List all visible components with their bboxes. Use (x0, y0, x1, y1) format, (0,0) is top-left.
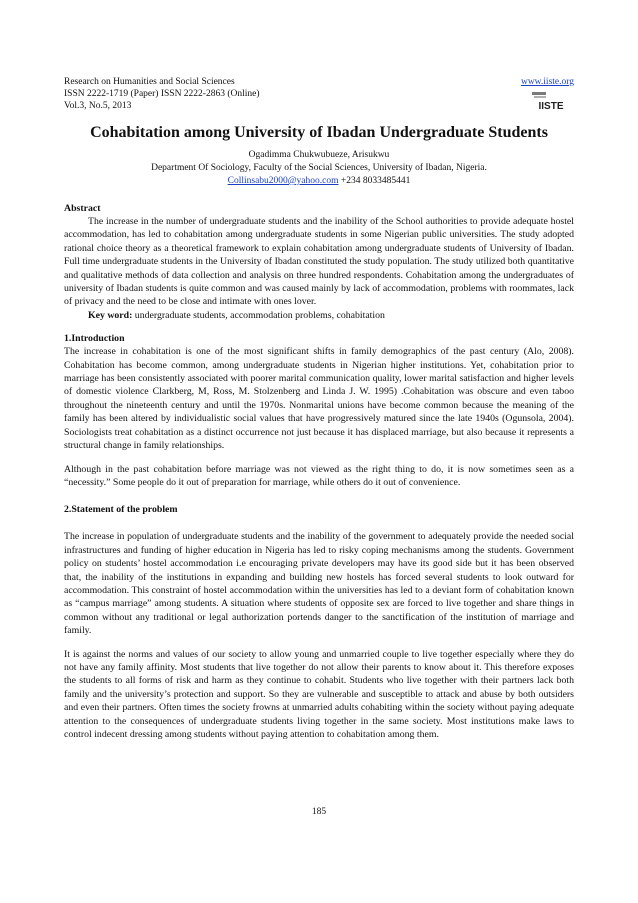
abstract-heading: Abstract (64, 203, 101, 214)
email-link[interactable]: Collinsabu2000@yahoo.com (227, 176, 339, 186)
author-block (64, 149, 574, 188)
page-number: 185 (311, 807, 327, 817)
journal-header (64, 76, 574, 112)
problem-paragraph-1: The increase in population of undergraduate students and the inability of the government to adequately provide the needed social infrastructures and funding of higher education in Nigeria has led to risky coping mechanisms among the students. Government policy on students’ hostel accommodation i.e encouraging private developers may have its good side but it has been observed that, the inability of the institutions in expanding and building new hostels has forced several students to look outward for accommodation. This constraint of hostel accommodation within the universities has led to a deviant form of cohabitation known as “campus marriage” among students. A situation where students of opposite sex are forced to live together and share things in common without any traditional or legal authorization portends danger to the sanctification of the institution of marriage and family. (64, 531, 574, 637)
introduction-paragraph-2: Although in the past cohabitation before marriage was not viewed as the right thing to do, it is now sometimes seen as a “necessity.” Some people do it out of preparation for marriage, while others do it out of convenience. (64, 463, 574, 488)
contact-line (64, 175, 574, 188)
issn-line: ISSN 2222-1719 (Paper) ISSN 2222-2863 (Online) (64, 89, 260, 99)
phone-number: +234 8033485441 (338, 176, 411, 186)
keywords-value: undergraduate students, accommodation problems, cohabitation (132, 309, 385, 321)
introduction-heading: 1.Introduction (64, 333, 125, 345)
keywords-line (64, 309, 574, 322)
iiste-logo-icon (530, 90, 572, 114)
volume-line: Vol.3, No.5, 2013 (64, 101, 132, 111)
abstract-body: The increase in the number of undergraduate students and the inability of the School authorities to provide adequate hostel accommodation, has led to cohabitation among undergraduate students in some Nigerian public universities. The study adopted rational choice theory as a theoretical framework to explain cohabitation among undergraduate students of University of Ibadan. Full time undergraduate students in the University of Ibadan constituted the study population. The study utilized both quantitative and qualitative methods of data collection and analysis on three hundred respondents. Cohabitation among the undergraduates of university of Ibadan students is quite common and was caused mainly by lack of accommodation, problems with roommates, lack of privacy and the need to be close and intimate with ones lover. (64, 216, 574, 308)
problem-paragraph-2: It is against the norms and values of our society to allow young and unmarried couple to live together especially where they do not have any family affinity. Most students that live together do not allow their parents to know about it. This therefore exposes the students to all forms of risk and harm as they continue to cohabit. Students who live together with their partners lack both family and the university’s protection and support. So they are vulnerable and susceptible to attack and abuse by both outsiders and even their partners. Often times the society frowns at unmarried adults cohabiting within the society without paying adequate attention to the consequences of undergraduate students living together in the same society. Most institutions make laws to control indecent dressing among students without paying attention to cohabitation among them. (64, 648, 574, 740)
problem-heading: 2.Statement of the problem (64, 504, 178, 516)
keywords-label: Key word: (88, 309, 133, 321)
author-name: Ogadimma Chukwubueze, Arisukwu (248, 150, 390, 160)
paper-page (64, 76, 574, 741)
affiliation: Department Of Sociology, Faculty of the Social Sciences, University of Ibadan, Nigeria. (151, 163, 487, 173)
introduction-paragraph-1: The increase in cohabitation is one of the most significant shifts in family demographics of the past century (Alo, 2008). Cohabitation has become common, among undergraduate students in Nigerian higher institutions. Yet, cohabitation prior to marriage has been consistently associated with poorer marital communication quality, lower marital satisfaction and higher levels of domestic violence Clarkberg, M, Ross, M. Stolzenberg and Linda J. W. 1995) .Cohabitation was obscure and even taboo throughout the nineteenth century and until the 1970s. Nonmarital unions have become common because the meaning of the family has been altered by individualistic social values that have progressively matured since the late 1940s (Ogunsola, 2004). Sociologists treat cohabitation as a distinct occurrence not just because it has displaced marriage, but also because it represents a structural change in family relationships. (64, 346, 574, 452)
journal-name: Research on Humanities and Social Sciences (64, 77, 235, 87)
paper-title: Cohabitation among University of Ibadan Undergraduate Students (90, 124, 548, 141)
svg-text:IISTE: IISTE (538, 101, 564, 112)
journal-url-link[interactable]: www.iiste.org (520, 77, 574, 87)
